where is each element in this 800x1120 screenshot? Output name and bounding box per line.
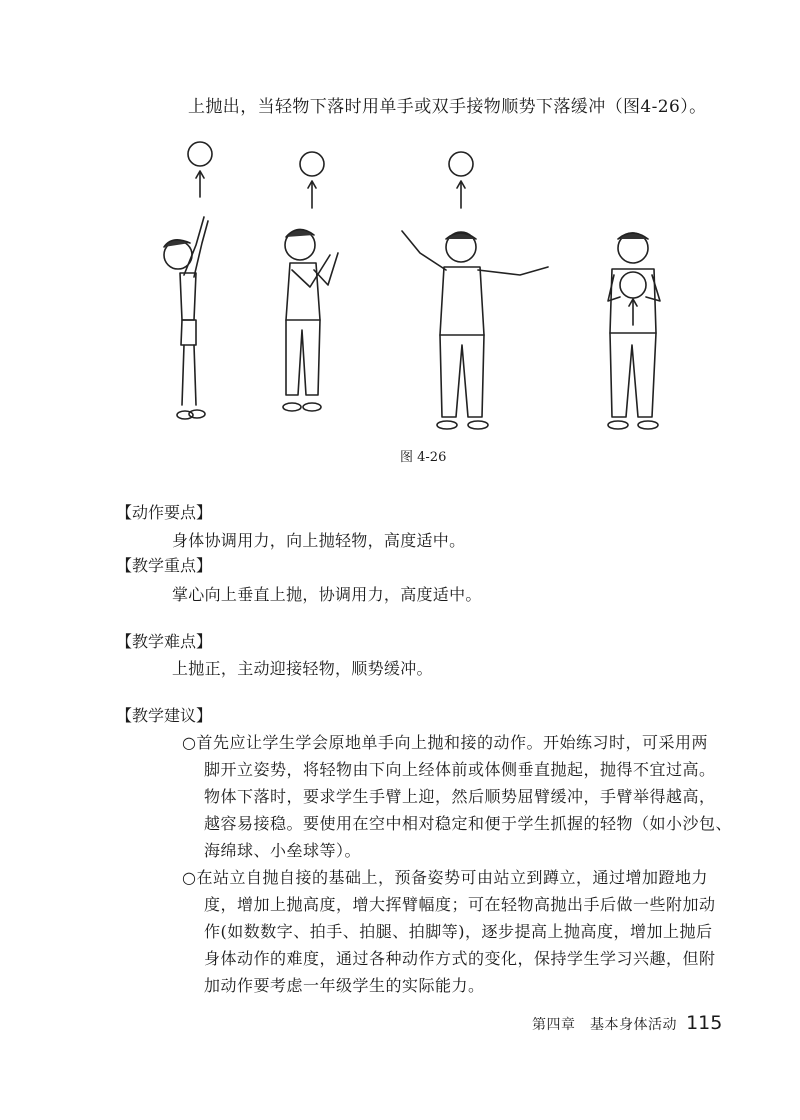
suggestion-1-line-4: 越容易接稳。要使用在空中相对稳定和便于学生抓握的轻物（如小沙包、 (204, 814, 733, 833)
suggestion-1-line-3: 物体下落时，要求学生手臂上迎，然后顺势屈臂缓冲，手臂举得越高， (204, 787, 716, 806)
figure-caption: 图 4-26 (400, 450, 447, 465)
teaching-focus-heading: 【教学重点】 (116, 556, 213, 575)
intro-line: 上抛出，当轻物下落时用单手或双手接物顺势下落缓冲（图4-26）。 (188, 97, 707, 117)
page-footer (532, 1012, 722, 1034)
action-points-text: 身体协调用力，向上抛轻物，高度适中。 (172, 531, 466, 550)
panel-2-child-clapping (283, 152, 338, 411)
teaching-suggestions-heading: 【教学建议】 (116, 706, 213, 725)
chapter-title: 第四章 基本身体活动 (532, 1017, 677, 1033)
suggestion-2-line-1: ○在站立自抛自接的基础上，预备姿势可由站立到蹲立，通过增加蹬地力 (182, 868, 708, 887)
suggestion-2-line-5: 加动作要考虑一年级学生的实际能力。 (204, 976, 485, 995)
suggestion-1-line-2: 脚开立姿势，将轻物由下向上经体前或体侧垂直抛起，抛得不宜过高。 (204, 760, 716, 779)
teaching-difficulty-text: 上抛正，主动迎接轻物，顺势缓冲。 (172, 659, 433, 678)
panel-4-child-holding-ball (608, 233, 660, 429)
teaching-focus-text: 掌心向上垂直上抛，协调用力，高度适中。 (172, 585, 482, 604)
suggestion-2-line-3: 作(如数数字、拍手、拍腿、拍脚等)，逐步提高上抛高度，增加上抛后 (204, 922, 713, 941)
suggestion-2-line-4: 身体动作的难度，通过各种动作方式的变化，保持学生学习兴趣，但附 (204, 949, 716, 968)
page-number: 115 (686, 1012, 723, 1034)
panel-1-child-tossing (164, 142, 212, 419)
suggestion-1-line-1: ○首先应让学生学会原地单手向上抛和接的动作。开始练习时，可采用两 (182, 733, 708, 752)
suggestion-1-line-5: 海绵球、小垒球等）。 (204, 841, 362, 860)
panel-3-child-arms-spread (402, 152, 548, 429)
teaching-difficulty-heading: 【教学难点】 (116, 632, 213, 651)
action-points-heading: 【动作要点】 (116, 503, 213, 522)
figure-4-26-illustration (150, 135, 700, 445)
suggestion-2-line-2: 度，增加上抛高度，增大挥臂幅度；可在轻物高抛出手后做一些附加动 (204, 895, 716, 914)
